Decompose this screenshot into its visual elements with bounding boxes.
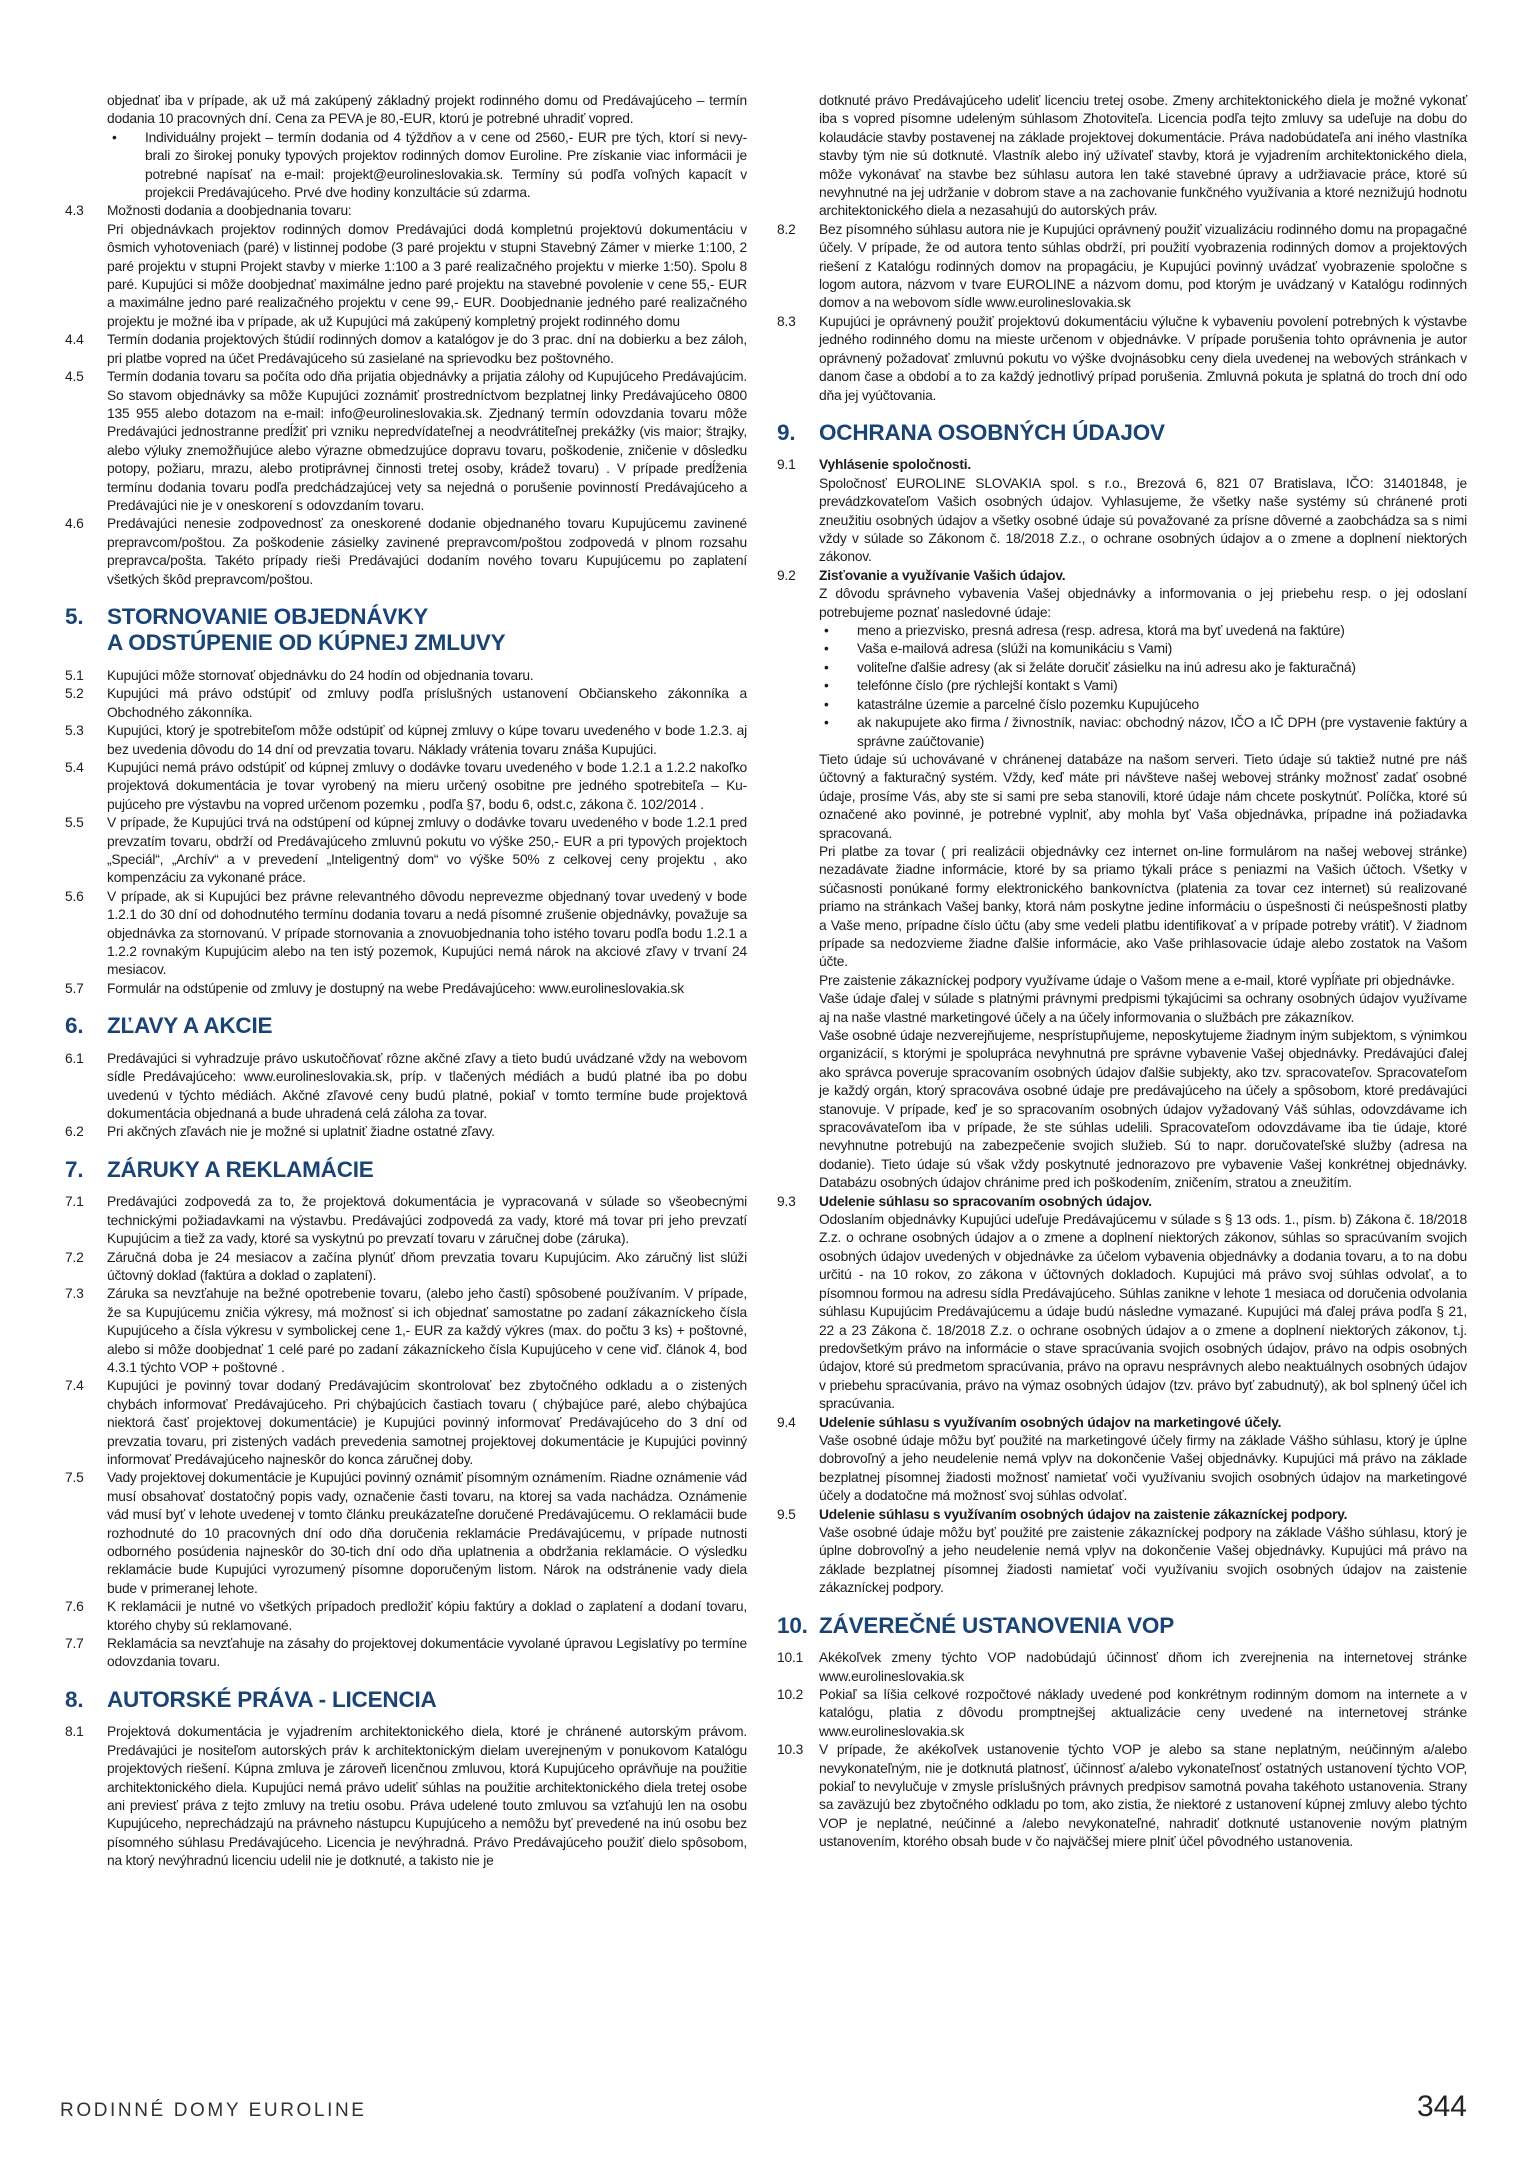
item-paragraph: Spoločnosť EUROLINE SLOVAKIA spol. s r.o., Brezová 6, 821 07 Bratislava, IČO: 31401848, je prevádzkovateľom Vašich osobných údajov. Vyhlasujeme, že všetky naše systémy sú chránené proti zneužitiu osobných údajov a všetky osobné údaje sú považované za prísne dôverné a zaobchádza sa s nimi vždy v súlade so Zákonom č. 18/2018 Z.z., o ochrane osobných údajov a o zmene a doplnení niektorých zákonov.: [819, 475, 1467, 565]
numbered-item: [65, 1598, 747, 1635]
item-body: [107, 685, 747, 722]
item-body: [107, 1249, 747, 1286]
numbered-item: [65, 1635, 747, 1672]
bullet-icon: •: [824, 696, 829, 712]
item-number: 5.1: [65, 667, 84, 683]
item-body: [819, 313, 1467, 405]
item-number: 7.1: [65, 1194, 84, 1210]
section-heading: [777, 420, 1467, 447]
bullet-list-item: [819, 677, 1467, 695]
bullet-list-item: [819, 696, 1467, 714]
item-number: 10.1: [777, 1650, 804, 1666]
item-body: [107, 814, 747, 888]
item-paragraph: Odoslaním objednávky Kupujúci udeľuje Predávajúcemu v súlade s § 13 ods. 1., písm. b) Zákona č. 18/2018 Z.z. o ochrane osobných údajov a o zmene a doplnení niektorých zákonov, súhlas so spracúvaním svojich osobných údajov uvedených v objednávke za účelom vybavenia objednávky a dodania tovaru, a to na dobu určitú - na 10 rokov, zo zákona v účtovných dokladoch. Kupujúci má právo svoj súhlas odvolať, a to písomnou formou na adresu sídla Predávajúceho. Súhlas zanikne v lehote 1 mesiaca od doručenia odvolania súhlasu Kupujúcim Predávajúcemu a údaje budú následne vymazané. Kupujúci má ďalej práva podľa § 21, 22 a 23 Zákona č. 18/2018 Z.z. o ochrane osobných údajov a o zmene a doplnení niektorých zákonov, t.j. predovšetkým právo na informácie o stave spracúvania svojich osobných údajov, právo na odpis osobných údajov, ktoré sú predmetom spracúvania, právo na opravu nesprávnych alebo neaktuálnych osobných údajov v priebehu spracúvania, právo na výmaz osobných údajov (tzv. právo byť zabudnutý), ak bol splnený účel ich spracúvania.: [819, 1212, 1467, 1412]
item-paragraph: Záruka sa nevzťahuje na bežné opotrebenie tovaru, (alebo jeho častí) spôsobené používaním. V prípade, že sa Kupujúcemu zničia výkresy, má možnosť si ich objednať samostatne po zadaní zákazníckeho čísla Kupujúceho a čísla výkresu v symbolickej cene 1,- EUR za každý výkres (max. do počtu 3 ks) + poštovné, alebo si môže doobjednať 1 celé paré po zadaní zákazníckeho čísla Kupujúceho v cene viď. článok 4, bod 4.3.1 týchto VOP + poštovné .: [107, 1286, 747, 1375]
item-body: [107, 515, 747, 589]
item-body: [107, 1598, 747, 1635]
item-number: 9.3: [777, 1193, 796, 1209]
section-title-line: A ODSTÚPENIE OD KÚPNEJ ZMLUVY: [107, 630, 506, 656]
numbered-item: [777, 1193, 1467, 1414]
section-title-line: OCHRANA OSOBNÝCH ÚDAJOV: [819, 419, 1165, 445]
item-body: [107, 888, 747, 980]
item-body: [107, 1285, 747, 1377]
bullet-text: voliteľne ďalšie adresy (ak si želáte doručiť zásielku na inú adresu ako je fakturačná): [857, 659, 1356, 675]
section-title-line: STORNOVANIE OBJEDNÁVKY: [107, 603, 429, 629]
item-number: 8.1: [65, 1724, 84, 1740]
numbered-item: [65, 814, 747, 888]
item-body: [819, 1649, 1467, 1686]
bullet-icon: •: [824, 659, 829, 675]
item-paragraph: K reklamácii je nutné vo všetkých prípadoch predložiť kópiu faktúry a doklad o zaplatení a dodaní tovaru, ktorého chyby sú reklamované.: [107, 1599, 747, 1633]
continuation-paragraph: objednať iba v prípade, ak už má zakúpený základný projekt rodinného domu od Predávajúceho – termín dodania 10 pracovných dní. Cena za PEVA je 80,-EUR, ktorú je potrebné uhradiť vopred.: [107, 93, 747, 127]
continuation-paragraph: dotknuté právo Predávajúceho udeliť licenciu tretej osobe. Zmeny architektonického diela je možné vykonať iba s vopred písomne udeleným súhlasom Zhotoviteľa. Licencia podľa tejto zmluvy sa udeľuje na dobu do kolaudácie stavby postavenej na základe projektovej dokumentácie. Práva nadobúdateľa ani iného vlastníka stavby tým nie sú dotknuté. Vlastník alebo iný užívateľ stavby, ktorá je vyjadrením architektonického diela, môže vykonávať na stavbe bez súhlasu autora len také stavebné úpravy a udržiavacie práce, ktoré sú nevyhnutné na jej udržanie v dobrom stave a na zachovanie funkčného využívania a ktoré neznižujú hodnotu architektonického diela a nezasahujú do autorských práv.: [819, 93, 1467, 219]
item-paragraph: Termín dodania tovaru sa počíta odo dňa prijatia objednávky a prijatia zálohy od Kupujúceho Predávajúcim. So stavom objednávky sa môže Kupujúci zoznámiť prostredníctvom bezplatnej linky Predávajúceho 0800 135 955 alebo dotazom na e-mail: info@eurolineslovakia.sk. Zjednaný termín odovzdania tovaru môže Predávajúci jednostranne predĺžiť pri vzniku nepredvídateľnej a neodvrátiteľnej prekážky (vis maior; štrajky, alebo výluky znemožňujúce alebo výrazne obmedzujúce dopravu tovaru, poškodenie, zničenie v dôsledku potopy, požiaru, mrazu, alebo protiprávnej činnosti tretej osoby, krádež tovaru) . V prípade predĺženia termínu dodania tovaru podľa predchádzajúcej vety sa nejedná o porušenie povinností Predávajúceho a Predávajúci nie je v oneskorení s odovzdaním tovaru.: [107, 369, 747, 513]
item-body: [819, 221, 1467, 313]
item-paragraph: Kupujúci, ktorý je spotrebiteľom môže odstúpiť od kúpnej zmluvy o kúpe tovaru uvedeného v bode 1.2.3. aj bez uvedenia dôvodu do 14 dní od prevzatia tovaru. Náklady vrátenia tovaru znáša Kupujúci.: [107, 723, 747, 757]
numbered-item: [65, 1723, 747, 1870]
section-title: [819, 1613, 1467, 1640]
bullet-list-item: [819, 659, 1467, 677]
section-number: 10.: [777, 1612, 808, 1638]
item-subheading: Udelenie súhlasu s využívaním osobných údajov na marketingové účely.: [819, 1414, 1282, 1430]
item-number: 10.2: [777, 1686, 804, 1702]
section-title-line: AUTORSKÉ PRÁVA - LICENCIA: [107, 1686, 437, 1712]
section-title: [819, 420, 1467, 447]
bullet-icon: •: [824, 678, 829, 694]
numbered-item: [777, 567, 1467, 622]
section-number: 6.: [65, 1013, 84, 1039]
item-number: 9.1: [777, 457, 796, 473]
item-paragraph: Vaše osobné údaje môžu byť použité na marketingové účely firmy na základe Vášho súhlasu, ktorý je úplne dobrovoľný a jeho neudelenie nemá vplyv na dokončenie Vašej objednávky. Kupujúci má právo na základe bezplatnej písomnej žiadosti možnosť namietať voči využívaniu svojich osobných údajov na marketingové účely a dodatočne má možnosť svoj súhlas odvolať.: [819, 1432, 1467, 1504]
section-title-line: ZÁRUKY A REKLAMÁCIE: [107, 1156, 374, 1182]
item-paragraph: Možnosti dodania a doobjednania tovaru:: [107, 203, 352, 219]
item-body: [107, 368, 747, 515]
item-number: 7.5: [65, 1470, 84, 1486]
bullet-text: telefónne číslo (pre rýchlejší kontakt s Vami): [857, 678, 1118, 694]
item-number: 5.6: [65, 888, 84, 904]
item-paragraph: Predávajúci zodpovedá za to, že projektová dokumentácia je vypracovaná v súlade so všeobecnými technickými požiadavkami na výstavbu. Predávajúci zodpovedá za vady, ktoré má tovar pri jeho prevzatí Kupujúcim a tiež za vady, ktoré sa vyskytnú po prevzatí tovaru v záručnej dobe (záruka).: [107, 1194, 747, 1247]
bullet-list-item: [107, 129, 747, 203]
item-number: 6.1: [65, 1050, 84, 1066]
item-paragraph: Akékoľvek zmeny týchto VOP nadobúdajú účinnosť dňom ich zverejnenia na internetovej stránke www.eurolineslovakia.sk: [819, 1650, 1467, 1684]
numbered-item: [65, 722, 747, 759]
numbered-item: [65, 1249, 747, 1286]
item-paragraph: Predávajúci nenesie zodpovednosť za oneskorené dodanie objednaného tovaru Kupujúcemu zavinené prepravcom/poštou. Za poškodenie zásielky zavinené prepravcom/poštou zodpovedá v plnom rozsahu prepravca/pošta. Takéto prípady rieši Predávajúci dodaním nového tovaru Kupujúcemu po zaplatení všetkých škôd prepravcom/poštou.: [107, 516, 747, 587]
item-number: 4.6: [65, 516, 84, 532]
section-heading: [65, 1687, 747, 1714]
bullet-text: ak nakupujete ako firma / živnostník, naviac: obchodný názov, IČO a IČ DPH (pre vystavenie faktúry a správne zaúčtovanie): [857, 715, 1467, 749]
item-paragraph: Kupujúci môže stornovať objednávku do 24 hodín od objednania tovaru.: [107, 667, 534, 683]
bullet-list-item: [819, 640, 1467, 658]
section-heading: [777, 1613, 1467, 1640]
item-paragraph: Vaše osobné údaje môžu byť použité pre zaistenie zákazníckej podpory na základe Vášho súhlasu, ktorý je úplne dobrovoľný a jeho neudelenie nemá vplyv na dokončenie Vašej objednávky. Kupujúci má právo na základe bezplatnej písomnej žiadosti namietať voči využívaniu svojich osobných údajov na zaistenie zákazníckej podpory.: [819, 1524, 1467, 1596]
section-title: [107, 1687, 747, 1714]
right-column: [777, 92, 1467, 1871]
continuation-paragraph: Pri platbe za tovar ( pri realizácii objednávky cez internet on-line formulárom na našej webovej stránke) nezadávate žiadne informácie, ktoré by sa priamo týkali práce s peniazmi na Vašich účtoch. Všetky v súčasnosti ponúkané formy elektronického bankovníctva (platenia za tovar cez internet) sú realizované priamo na stránkach Vašej banky, ktorá nám poskytne jedine informáciu o úspešnosti či neúspešnosti platby a Vaše meno, prípadne číslo účtu (aby sme vedeli platbu identifikovať a v prípade potreby vrátiť). V žiadnom prípade sa nedozvieme žiadne ďalšie informácie, ako Vaše prihlasovacie údaje alebo zostatok na Vašom účte.: [819, 843, 1467, 970]
item-number: 8.3: [777, 313, 796, 329]
item-body: [819, 1193, 1467, 1414]
item-paragraph: Pri akčných zľavách nie je možné si uplatniť žiadne ostatné zľavy.: [107, 1124, 495, 1140]
item-number: 5.5: [65, 815, 84, 831]
numbered-item: [777, 1649, 1467, 1686]
bullet-text: meno a priezvisko, presná adresa (resp. adresa, ktorá ma byť uvedená na faktúre): [857, 623, 1345, 639]
continuation-paragraph: Tieto údaje sú uchovávané v chránenej databáze na našom serveri. Tieto údaje sú taktiež nutné pre náš účtovný a fakturačný systém. Vždy, keď máte pri návšteve našej webovej stránky možnosť zadať osobné údaje, prosíme Vás, aby ste si sami pre seba stanovili, ktoré údaje nám chcete poskytnúť. Políčka, ktoré sú označené ako povinné, je potrebné vyplniť, aby mohla byť Vaša objednávka, prípadne iná požiadavka spracovaná.: [819, 751, 1467, 841]
item-paragraph: V prípade, že Kupujúci trvá na odstúpení od kúpnej zmluvy o dodávke tovaru uvedeného v bode 1.2.1 pred prevzatím tovaru, obdrží od Predávajúceho zmluvnú pokutu vo výške 250,- EUR a pri typových projektoch „Speciál“, „Archív“ a v prevedení „Inteligentný dom“ vo výške 50% z celkovej ceny projektu , ako kompenzáciu za vykonané práce.: [107, 815, 747, 886]
section-title-line: ZÁVEREČNÉ USTANOVENIA VOP: [819, 1612, 1175, 1638]
section-number: 9.: [777, 419, 796, 445]
section-title-line: ZĽAVY A AKCIE: [107, 1013, 273, 1039]
item-number: 5.4: [65, 760, 84, 775]
item-body: [107, 1123, 747, 1141]
item-paragraph: Formulár na odstúpenie od zmluvy je dostupný na webe Predávajúceho: www.eurolineslovakia.sk: [107, 980, 684, 996]
item-number: 7.2: [65, 1249, 84, 1265]
item-body: [107, 1635, 747, 1672]
bullet-list-item: [819, 622, 1467, 640]
item-paragraph: Reklamácia sa nevzťahuje na zásahy do projektovej dokumentácie vyvolané úpravou Legislatívy po termíne odovzdania tovaru.: [107, 1636, 747, 1670]
bullet-icon: •: [824, 623, 829, 639]
item-body: [107, 759, 747, 814]
numbered-item: [65, 685, 747, 722]
bullet-text: katastrálne územie a parcelné číslo pozemku Kupujúceho: [857, 696, 1199, 712]
numbered-item: [65, 368, 747, 515]
item-subheading: Udelenie súhlasu s využívaním osobných údajov na zaistenie zákazníckej podpory.: [819, 1506, 1348, 1522]
item-body: [107, 202, 747, 331]
numbered-item: [65, 1193, 747, 1248]
item-paragraph: Kupujúci má právo odstúpiť od zmluvy podľa príslušných ustanovení Občianskeho zákonníka a Obchodného zákonníka.: [107, 686, 747, 720]
numbered-item: [65, 888, 747, 980]
bullet-text: Vaša e-mailová adresa (slúži na komunikáciu s Vami): [857, 641, 1173, 657]
item-paragraph: Kupujúci je povinný tovar dodaný Predávajúcim skontrolovať bez zbytočného odkladu a o zistených chybách informovať Predávajúceho. Pri chýbajúcich častiach tovaru ( chýbajúce paré, alebo chýbajúca niektorá časť projektovej dokumentácie) je Kupujúci povinný informovať Predávajúceho do 3 dní od prevzatia tovaru, pri zistených vadách prevedenia samotnej projektovej dokumentácie je Kupujúci povinný informovať Predávajúceho najneskôr do konca záručnej doby.: [107, 1378, 747, 1467]
section-heading: [65, 604, 747, 657]
numbered-item: [65, 515, 747, 589]
section-title: [107, 1157, 747, 1184]
numbered-item: [777, 1686, 1467, 1741]
item-paragraph: Bez písomného súhlasu autora nie je Kupujúci oprávnený použiť vizualizáciu rodinného domu na propagačné účely. V prípade, že od autora tento súhlas obdrží, pri použití vyobrazenia rodinných domov a projektových riešení z Katalógu rodinných domov na propagáciu, je Kupujúci povinný uvádzať vyobrazenie spoločne s logom autora, názvom v tvare EUROLINE a názvom domu, pod ktorým je uvádzaný v Katalógu rodinných domov a na webovom sídle www.eurolineslovakia.sk: [819, 221, 1467, 311]
item-body: [107, 1723, 747, 1870]
item-paragraph: V prípade, že akékoľvek ustanovenie týchto VOP je alebo sa stane neplatným, neúčinným a/alebo nevykonateľným, nie je dotknutá platnosť, účinnosť a/alebo vykonateľnosť ostatných ustanovení týchto VOP, pokiaľ to nevylučuje v zmysle príslušných právnych predpisov samotná povaha takéhoto ustanovenia. Strany sa zaväzujú bez zbytočného odkladu po tom, ako zistia, že niektoré z ustanovení kúpnej zmluvy alebo týchto VOP je neplatné, neúčinné a /alebo nevykonateľné, nahradiť dotknuté ustanovenie novým platným ustanovením, ktorého obsah bude v čo najväčšej miere plniť účel pôvodného ustanovenia.: [819, 1742, 1467, 1850]
bullet-text: Individuálny projekt – termín dodania od 4 týždňov a v cene od 2560,- EUR pre tých, ktorí si nevy-brali zo širokej ponuky typových projektov rodinných domov Euroline. Pre získanie viac informácii je potrebné napísať na e-mail: projekt@eurolineslovakia.sk. Termíny sú podľa voľných kapacít v projekcii Predávajúceho. Prvé dve hodiny konzultácie sú zdarma.: [145, 129, 747, 201]
section-title: [107, 604, 747, 657]
item-number: 5.2: [65, 686, 84, 702]
item-body: [107, 331, 747, 368]
item-body: [107, 1050, 747, 1124]
bullet-icon: •: [824, 715, 829, 731]
item-paragraph: Pri objednávkach projektov rodinných domov Predávajúci dodá kompletnú projektovú dokumentáciu v ôsmich vyhotoveniach (paré) v listinnej podobe (3 paré projektu v stupni Stavebný Zámer v mierke 1:100, 2 paré projektu v stupni Projekt stavby v mierke 1:100 a 3 paré realizačného projektu v mierke 1:50). Spolu 8 paré. Kupujúci si môže doobjednať maximálne jedno paré projektu na stavebné povolenie v cene 55,- EUR a maximálne jedno paré realizačného projektu v cene 99,- EUR. Doobjednanie jedného paré realizačného projektu je možné iba v prípade, ak už Kupujúci má zakúpený kompletný projekt rodinného domu: [107, 221, 747, 329]
numbered-item: [65, 980, 747, 998]
item-body: [819, 1506, 1467, 1598]
item-number: 9.2: [777, 567, 796, 583]
item-number: 7.4: [65, 1378, 84, 1394]
item-body: [819, 1686, 1467, 1741]
numbered-item: [65, 667, 747, 685]
item-body: [107, 980, 747, 998]
numbered-item: [65, 1123, 747, 1141]
numbered-item: [65, 331, 747, 368]
item-body: [819, 1741, 1467, 1851]
continuation-paragraph: Vaše údaje ďalej v súlade s platnými právnymi predpismi týkajúcimi sa ochrany osobných údajov využívame aj na naše vlastné marketingové účely a na účely informovania o službách pre zákazníkov.: [819, 991, 1467, 1025]
bullet-list-item: [819, 714, 1467, 751]
numbered-item: [65, 202, 747, 331]
item-number: 8.2: [777, 221, 796, 237]
item-paragraph: Termín dodania projektových štúdií rodinných domov a katalógov je do 3 prac. dní na dobierku a bez záloh, pri platbe vopred na účet Predávajúceho sú zasielané na sprievodku bez poštovného.: [107, 332, 747, 366]
item-body: [107, 1377, 747, 1469]
item-body: [107, 1469, 747, 1598]
section-number: 7.: [65, 1156, 84, 1182]
item-number: 7.3: [65, 1286, 84, 1302]
item-body: [107, 667, 747, 685]
item-paragraph: Vady projektovej dokumentácie je Kupujúci povinný oznámiť písomným oznámením. Riadne oznámenie vád musí obsahovať dostatočný popis vady, označenie časti tovaru, na ktorej sa vada nachádza. Oznámenie vád musí byť v lehote uvedenej v tomto článku preukázateľne doručené Predávajúcemu. O reklamácii bude rozhodnuté do 10 pracovných dní odo dňa doručenia reklamácie Predávajúcemu, v prípade nutnosti odborného posúdenia najneskôr do 30-tich dní odo dňa uplatnenia a obdržania reklamácie. O výsledku reklamácie bude Kupujúci vyrozumený písomne doporučeným listom. Nárok na odstránenie vady diela bude v primeranej lehote.: [107, 1470, 747, 1596]
bullet-icon: •: [824, 641, 829, 657]
item-subheading: Vyhlásenie spoločnosti.: [819, 457, 972, 473]
numbered-item: [777, 1506, 1467, 1598]
left-column: [65, 92, 747, 1871]
continuation-paragraph: Pre zaistenie zákazníckej podpory využívame údaje o Vašom mene a e-mail, ktoré vypĺňate pri objednávke.: [819, 972, 1455, 988]
numbered-item: [65, 1050, 747, 1124]
numbered-item: [777, 1741, 1467, 1851]
numbered-item: [777, 1414, 1467, 1506]
section-heading: [65, 1013, 747, 1040]
item-subheading: Zisťovanie a využívanie Vašich údajov.: [819, 567, 1066, 583]
item-paragraph: Projektová dokumentácia je vyjadrením architektonického diela, ktoré je chránené autorským právom. Predávajúci je nositeľom autorských práv k architektonickým dielam uverejneným v ponukovom Katalógu projektových riešení. Kúpna zmluva je zároveň licenčnou zmluvou, ktorá Kupujúceho oprávňuje na použitie architektonického diela. Kupujúci nemá právo udeliť súhlas na použitie architektonického diela tretej osobe ani previesť práva z tejto zmluvy na tretiu osobu. Práva udelené touto zmluvou sa vzťahujú len na osobu Kupujúceho, neprechádzajú na právneho nástupcu Kupujúceho a nemôžu byť prevedené na inú osobu bez písomného súhlasu Predávajúceho. Licencia je nevýhradná. Právo Predávajúceho použiť dielo spôsobom, na ktorý nevýhradnú licenciu udelil nie je dotknuté, a takisto nie je: [107, 1724, 747, 1869]
item-body: [819, 1414, 1467, 1506]
numbered-item: [777, 313, 1467, 405]
numbered-item: [777, 456, 1467, 566]
item-body: [107, 722, 747, 759]
item-body: [819, 456, 1467, 566]
item-paragraph: Predávajúci si vyhradzuje právo uskutočňovať rôzne akčné zľavy a tieto budú uvádzané vždy na webovom sídle Predávajúceho: www.eurolineslovakia.sk, príp. v tlačených médiách a budú platné iba po dobu uvedenú v týchto médiách. Akčné zľavové ceny budú platné, pokiaľ v tomto termíne bude projektová dokumentácia objednaná a bude uhradená celá záloha za tovar.: [107, 1050, 747, 1121]
item-paragraph: V prípade, ak si Kupujúci bez právne relevantného dôvodu neprevezme objednaný tovar uvedený v bode 1.2.1 do 30 dní od dohodnutého termínu dodania tovaru a nedá písomné zrušenie objednávky, považuje sa objednávka za stornovanú. V prípade stornovania a znovuobjednania toho istého tovaru podľa bodu 1.2.1 a 1.2.2 rovnakým Kupujúcim alebo na ten istý pozemok, Kupujúci nemá nárok na akciové zľavy v trvaní 24 mesiacov.: [107, 888, 747, 978]
item-number: 4.3: [65, 203, 84, 219]
numbered-item: [65, 1377, 747, 1469]
section-heading: [65, 1157, 747, 1184]
page-number: 344: [1416, 2090, 1467, 2123]
item-body: [107, 1193, 747, 1248]
item-number: 5.3: [65, 723, 84, 739]
footer-brand: RODINNÉ DOMY EUROLINE: [60, 2100, 367, 2121]
item-paragraph: Kupujúci nemá právo odstúpiť od kúpnej zmluvy o dodávke tovaru uvedeného v bode 1.2.1 a 1.2.2 nakoľko projektová dokumentácia je tovar vyrobený na mieru určený osobitne pre jedného spotrebiteľa – Ku-pujúceho pre výstavbu na vopred určenom pozemku , podľa §7, bodu 6, odst.c, zákona č. 102/2014 .: [107, 760, 747, 812]
item-subheading: Udelenie súhlasu so spracovaním osobných údajov.: [819, 1193, 1152, 1209]
item-paragraph: Pokiaľ sa líšia celkové rozpočtové náklady uvedené pod konkrétnym rodinným domom na internete a v katalógu, platia z dôvodu promptnejšej aktualizácie ceny uvedené na internetovej stránke www.eurolineslovakia.sk: [819, 1686, 1467, 1739]
item-number: 4.5: [65, 369, 84, 385]
continuation-paragraph: Vaše osobné údaje nezverejňujeme, nesprístupňujeme, neposkytujeme žiadnym iným subjektom, s výnimkou organizácií, s ktorými je spolupráca nevyhnutná pre správne vybavenie Vašej objednávky. Predávajúci ďalej ako správca poveruje spracovaním osobných údajov ďalšie subjekty, ako tzv. spracovateľov. Spracovateľom je každý orgán, ktorý spracováva osobné údaje pre predávajúceho na účely a spôsobom, ktoré predávajúci stanovuje. V prípade, keď je so spracovaním osobných údajov vyžadovaný Váš súhlas, odovzdávame ich spracovávateľom iba v prípade, že ste súhlas udelili. Spracovateľom odovzdávame iba tie údaje, ktoré nevyhnutne potrebujú na zabezpečenie svojich služieb. Sú to napr. doručovateľské služby (adresa na dodanie). Tieto údaje sú však vždy poskytnuté jednorazovo pre vybavenie Vašej konkrétnej objednávky. Databázu osobných údajov chránime pred ich poškodením, zničením, stratou a zneužitím.: [819, 1028, 1467, 1191]
section-title: [107, 1013, 747, 1040]
item-number: 9.5: [777, 1506, 796, 1522]
item-number: 5.7: [65, 980, 84, 996]
numbered-item: [65, 759, 747, 814]
item-number: 7.6: [65, 1599, 84, 1615]
item-number: 7.7: [65, 1636, 84, 1652]
item-body: [819, 567, 1467, 622]
numbered-item: [65, 1469, 747, 1598]
item-paragraph: Z dôvodu správneho vybavenia Vašej objednávky a informovania o jej priebehu resp. o jej odoslaní potrebujeme poznať nasledovné údaje:: [819, 586, 1467, 620]
item-number: 6.2: [65, 1124, 84, 1140]
item-number: 10.3: [777, 1742, 804, 1758]
section-number: 8.: [65, 1686, 84, 1712]
numbered-item: [65, 1285, 747, 1377]
item-paragraph: Kupujúci je oprávnený použiť projektovú dokumentáciu výlučne k vybaveniu povolení potrebných k výstavbe jedného rodinného domu na mieste určenom v objednávke. V prípade porušenia tohto oprávnenia je autor oprávnený požadovať zmluvnú pokutu vo výške dvojnásobku ceny diela uvedenej na webových stránkach v danom čase a období a to za každý jednotlivý prípad porušenia. Zmluvná pokuta je splatná do troch dní odo dňa jej vyúčtovania.: [819, 313, 1467, 403]
item-number: 9.4: [777, 1414, 796, 1430]
item-number: 4.4: [65, 332, 84, 348]
section-number: 5.: [65, 603, 84, 629]
numbered-item: [777, 221, 1467, 313]
item-paragraph: Záručná doba je 24 mesiacov a začína plynúť dňom prevzatia tovaru Kupujúcim. Ako záručný list slúži účtovný doklad (faktúra a doklad o zaplatení).: [107, 1249, 747, 1283]
two-column-text: [65, 92, 1467, 1871]
bullet-icon: •: [112, 129, 117, 145]
